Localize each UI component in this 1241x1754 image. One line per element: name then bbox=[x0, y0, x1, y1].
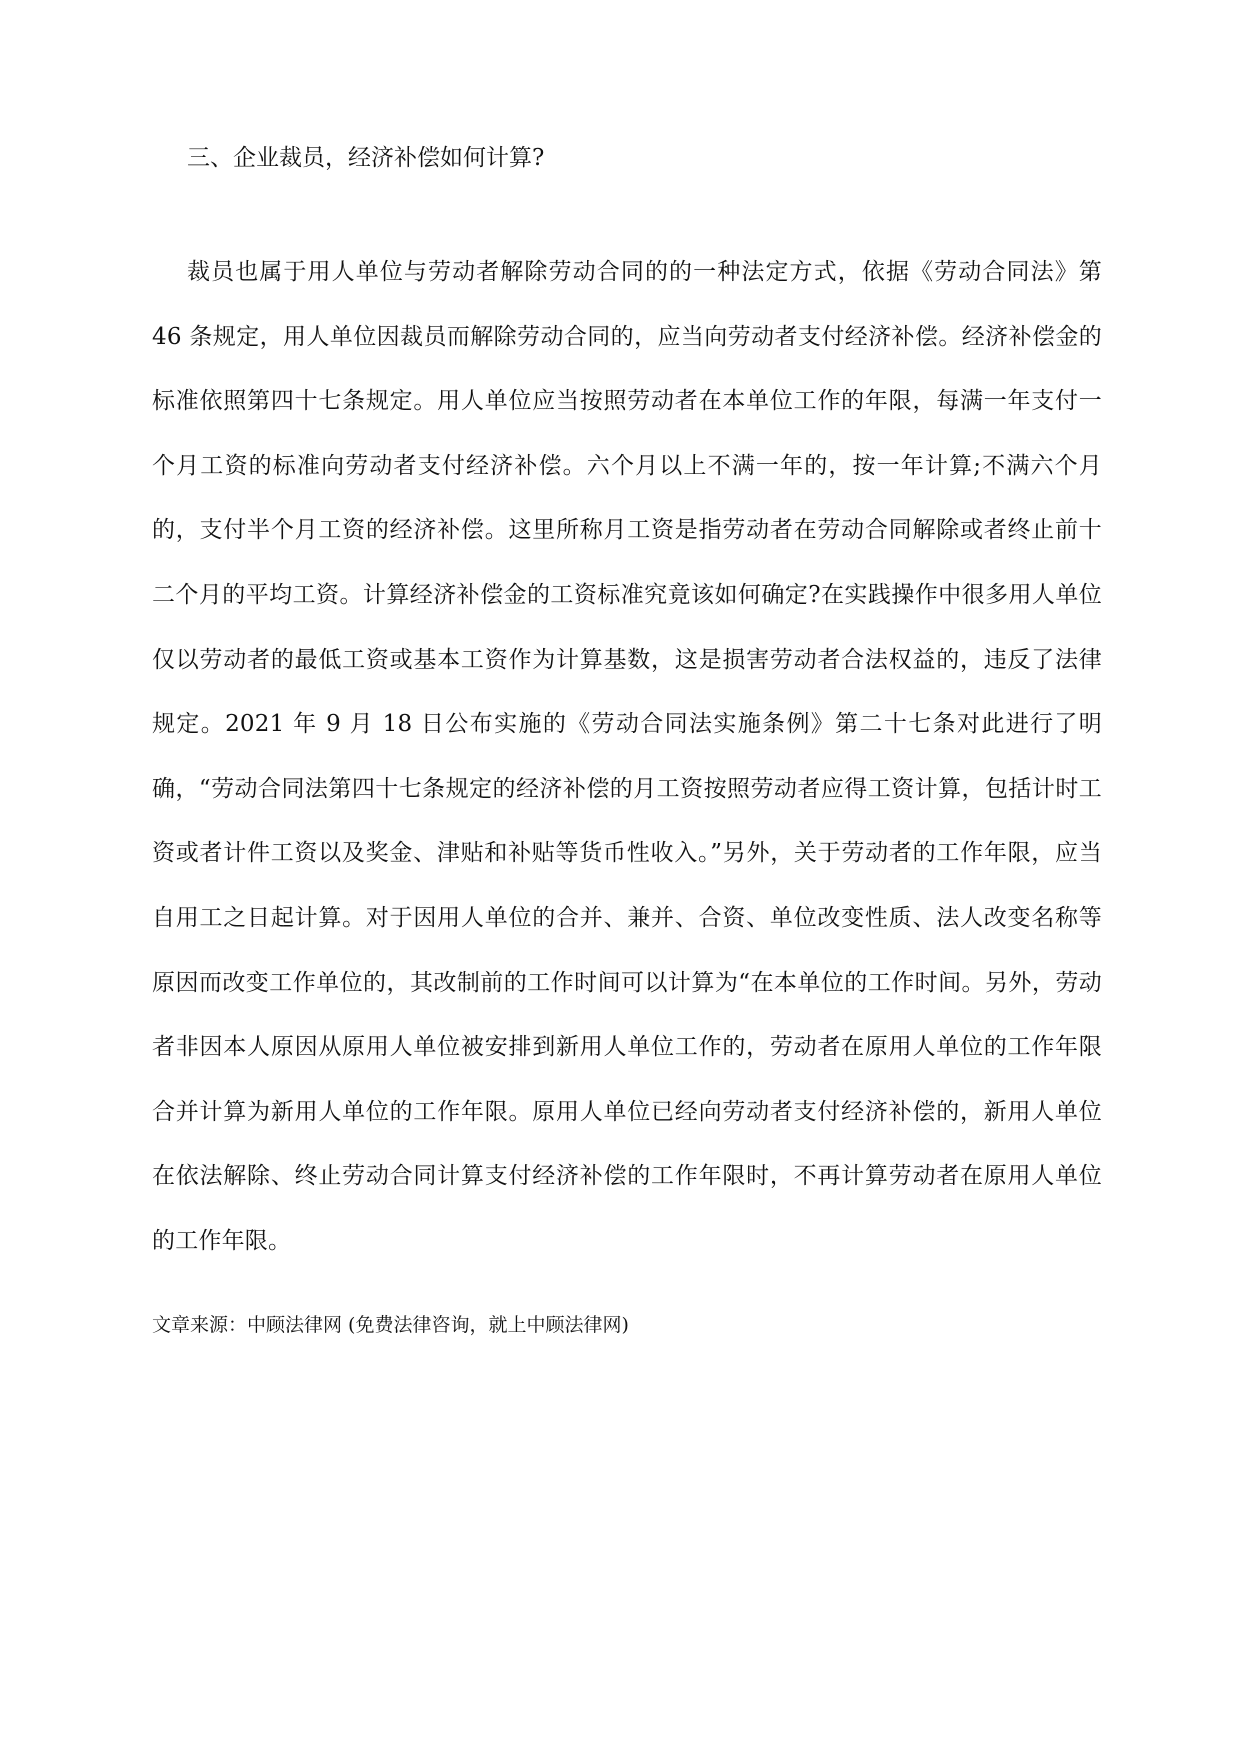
body-paragraph: 裁员也属于用人单位与劳动者解除劳动合同的的一种法定方式，依据《劳动合同法》第 46 条规定，用人单位因裁员而解除劳动合同的，应当向劳动者支付经济补偿。经济补偿金的标准依照第四十七条规定。用人单位应当按照劳动者在本单位工作的年限，每满一年支付一个月工资的标准向劳动者支付经济补偿。六个月以上不满一年的，按一年计算;不满六个月的，支付半个月工资的经济补偿。这里所称月工资是指劳动者在劳动合同解除或者终止前十二个月的平均工资。计算经济补偿金的工资标准究竟该如何确定?在实践操作中很多用人单位仅以劳动者的最低工资或基本工资作为计算基数，这是损害劳动者合法权益的，违反了法律规定。2021 年 9 月 18 日公布实施的《劳动合同法实施条例》第二十七条对此进行了明确，“劳动合同法第四十七条规定的经济补偿的月工资按照劳动者应得工资计算，包括计时工资或者计件工资以及奖金、津贴和补贴等货币性收入。”另外，关于劳动者的工作年限，应当自用工之日起计算。对于因用人单位的合并、兼并、合资、单位改变性质、法人改变名称等原因而改变工作单位的，其改制前的工作时间可以计算为“在本单位的工作时间。另外，劳动者非因本人原因从原用人单位被安排到新用人单位工作的，劳动者在原用人单位的工作年限合并计算为新用人单位的工作年限。原用人单位已经向劳动者支付经济补偿的，新用人单位在依法解除、终止劳动合同计算支付经济补偿的工作年限时，不再计算劳动者在原用人单位的工作年限。 bbox=[152, 259, 1102, 1254]
section-heading: 三、企业裁员，经济补偿如何计算? bbox=[187, 145, 545, 171]
article-source: 文章来源：中顾法律网 (免费法律咨询，就上中顾法律网) bbox=[152, 1314, 629, 1336]
